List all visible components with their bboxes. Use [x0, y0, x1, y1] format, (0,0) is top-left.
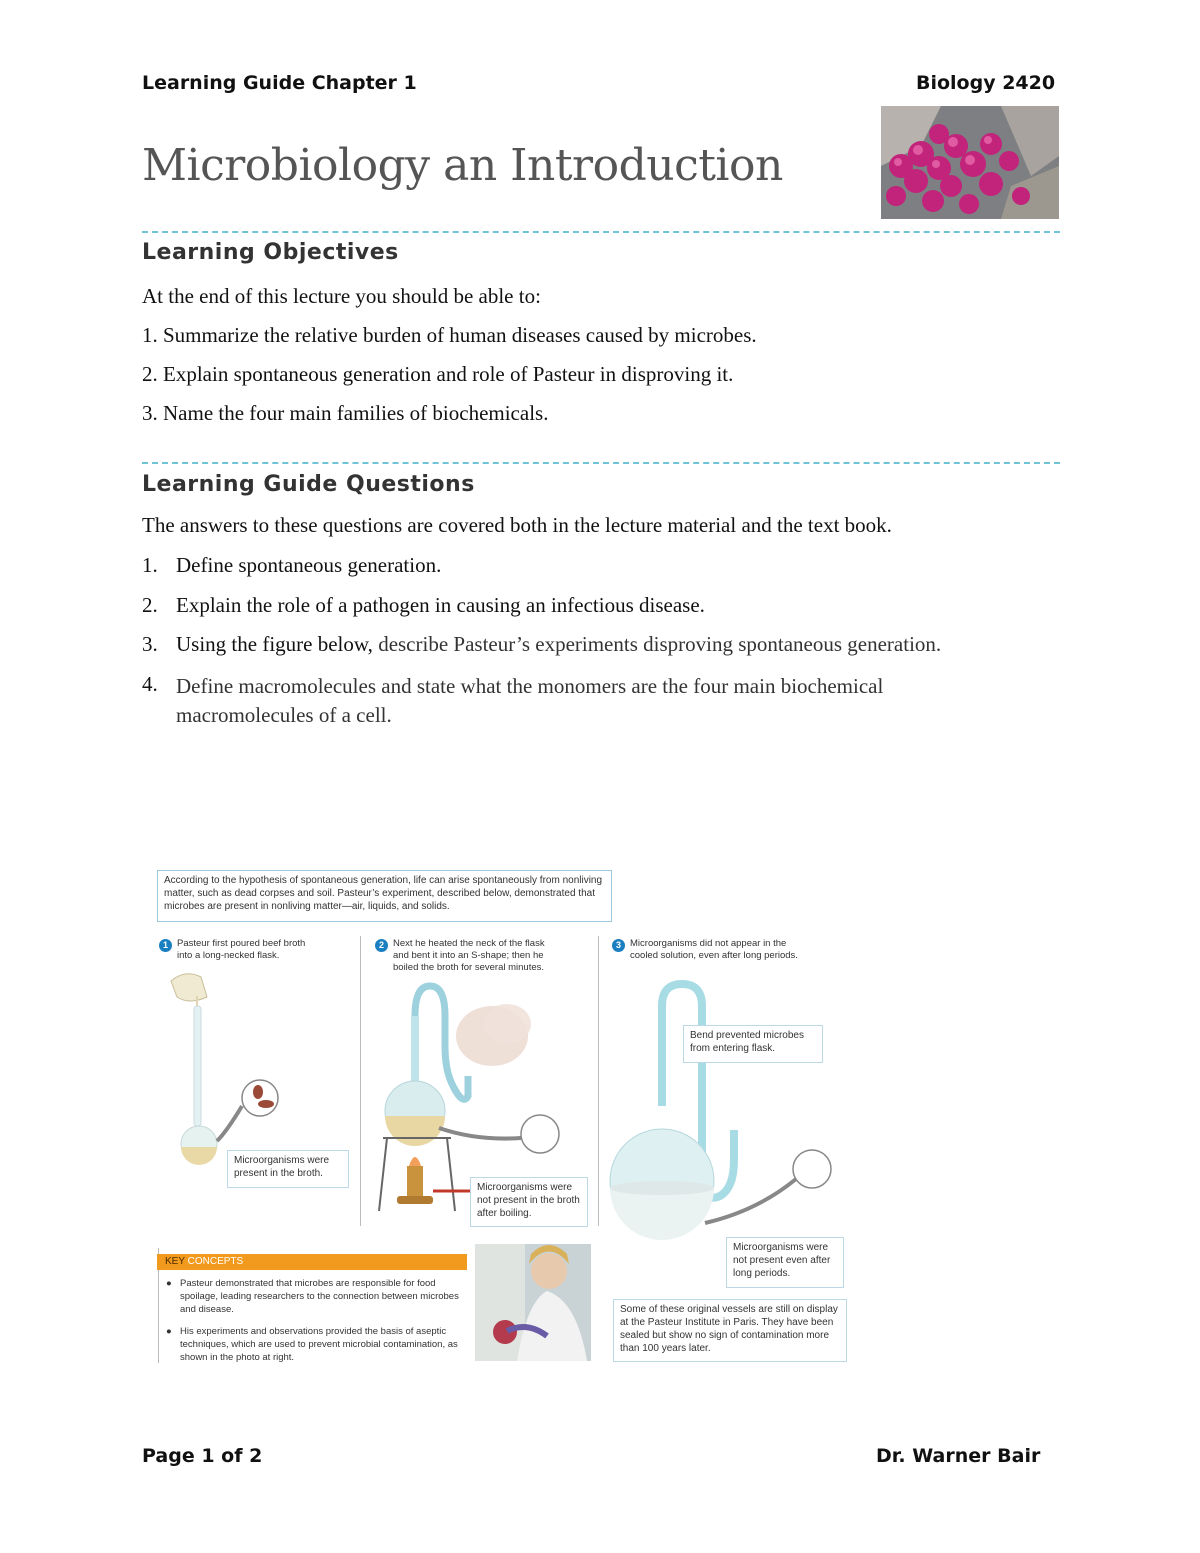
- question-plain-text: describe Pasteur’s experiments disproving spontaneous generation.: [372, 632, 942, 656]
- step-text: Microorganisms did not appear in the cooled solution, even after long periods.: [630, 938, 798, 961]
- callout-not-present-boiling: Microorganisms were not present in the broth after boiling.: [470, 1177, 588, 1227]
- bullet-icon: ●: [166, 1278, 172, 1289]
- key-concept-text: Pasteur demonstrated that microbes are responsible for food spoilage, leading researchers to the connection between microbes and disease.: [180, 1278, 459, 1315]
- step-badge: 3: [612, 939, 625, 952]
- question-text: [176, 632, 941, 657]
- step-text: Next he heated the neck of the flask and bent it into an S-shape; then he boiled the broth for several minutes.: [393, 938, 545, 973]
- footer-right: Dr. Warner Bair: [876, 1445, 1041, 1467]
- bullet-icon: ●: [166, 1326, 172, 1337]
- step-badge: 1: [159, 939, 172, 952]
- question-text: Define spontaneous generation.: [176, 553, 442, 577]
- magnifier-empty: [439, 1115, 559, 1153]
- footer-left: Page 1 of 2: [142, 1445, 263, 1467]
- long-neck-flask: [181, 1006, 217, 1165]
- questions-intro: The answers to these questions are covered both in the lecture material and the text book.: [142, 513, 892, 537]
- header-left: Learning Guide Chapter 1: [142, 72, 417, 94]
- lab-photo: [475, 1244, 591, 1361]
- callout-not-present-long: Microorganisms were not present even after long periods.: [726, 1237, 844, 1288]
- objectives-heading: Learning Objectives: [142, 240, 399, 265]
- key-concept-item: [166, 1277, 461, 1316]
- concepts-label: CONCEPTS: [184, 1256, 244, 1267]
- question-text: Explain the role of a pathogen in causing an infectious disease.: [176, 593, 705, 617]
- objective-item: 2. Explain spontaneous generation and role of Pasteur in disproving it.: [142, 362, 734, 386]
- pouring-beaker: [171, 974, 207, 1111]
- questions-heading: Learning Guide Questions: [142, 472, 475, 497]
- key-concepts-header: [157, 1254, 467, 1270]
- objective-item: 3. Name the four main families of biochemicals.: [142, 401, 549, 425]
- figure-intro-box: According to the hypothesis of spontaneous generation, life can arise spontaneously from nonliving matter, such as dead corpses and soil. Pasteur’s experiment, described below, demonstrated that microbes are present in nonliving matter—air, liquids, and solids.: [157, 870, 612, 922]
- question-number: 3.: [142, 632, 158, 656]
- page-title: Microbiology an Introduction: [142, 140, 783, 191]
- question-number: 2.: [142, 593, 158, 617]
- section-divider: [142, 231, 1060, 233]
- key-concept-item: [166, 1325, 461, 1364]
- question-text: Define macromolecules and state what the monomers are the four main biochemical macromolecules of a cell.: [176, 674, 884, 727]
- objective-item: 1. Summarize the relative burden of human diseases caused by microbes.: [142, 323, 757, 347]
- callout-present: Microorganisms were present in the broth.: [227, 1150, 349, 1188]
- key-concept-text: His experiments and observations provided the basis of aseptic techniques, which are used to prevent microbial contamination, as shown in the photo at right.: [180, 1326, 458, 1363]
- question-number: 4.: [142, 672, 158, 696]
- header-right: Biology 2420: [916, 72, 1056, 94]
- key-label: KEY: [165, 1256, 185, 1267]
- question-number: 1.: [142, 553, 158, 577]
- magnifier-empty: [705, 1150, 831, 1223]
- section-divider: [142, 462, 1060, 464]
- callout-bend: Bend prevented microbes from entering flask.: [683, 1025, 823, 1063]
- question-bold-text: Using the figure below,: [176, 632, 373, 656]
- step-text: Pasteur first poured beef broth into a long-necked flask.: [177, 938, 306, 961]
- callout-vessels: Some of these original vessels are still on display at the Pasteur Institute in Paris. They have been sealed but show no sign of contamination more than 100 years later.: [613, 1299, 847, 1362]
- objectives-intro: At the end of this lecture you should be able to:: [142, 284, 541, 308]
- microbe-photo: [881, 106, 1059, 219]
- cooled-flask: [610, 984, 734, 1240]
- step-badge: 2: [375, 939, 388, 952]
- microbe-magnifier: [217, 1080, 278, 1141]
